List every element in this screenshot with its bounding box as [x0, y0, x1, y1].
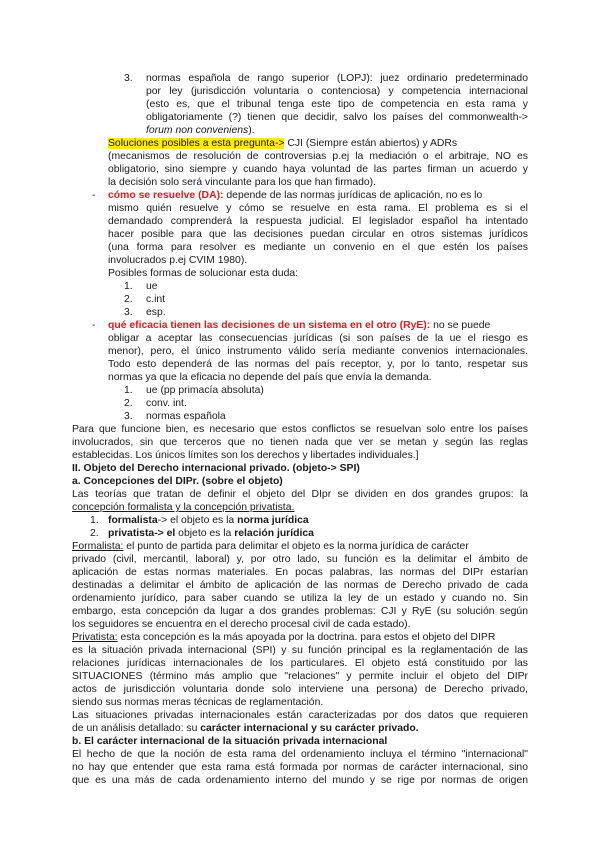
text-line: cómo se resuelve (DA): depende de las normas jurídicas de aplicación, no es lo	[108, 190, 483, 201]
term-label: Formalista:	[72, 541, 124, 552]
text-line: involucrados p.ej CVIM 1980).	[108, 255, 248, 266]
section-heading: II. Objeto del Derecho internacional privado. (objeto-> SPI)	[72, 463, 360, 474]
list-item: ue (pp primacía absoluta)	[146, 385, 264, 396]
list-number: 3.	[124, 307, 133, 318]
text-line: Las teorías que tratan de definir el objeto del DIpr se dividen en dos grandes grupos: la	[72, 489, 528, 500]
text-line: normas ya que la eficacia no depende del país que envía la demanda.	[108, 372, 432, 383]
text-line: por ley (jurisdicción voluntaria o contenciosa) y competencia internacional	[146, 86, 528, 97]
text-line: relaciones jurídicas internacionales de los particulares. El objeto está constituido por las	[72, 658, 528, 669]
subsection-heading: a. Concepciones del DIPr. (sobre el objeto)	[72, 476, 283, 487]
text-line: es la situación privada internacional (SPI) y su función principal es la reglamentación de las	[72, 645, 528, 656]
text-line: mismo quién resuelve y cómo se resuelve en esta rama. El problema es si el	[108, 203, 528, 214]
text-line: obligatoriamente (?) tienen que decidir, salvo los países del commonwealth->	[146, 112, 528, 123]
term-label: Privatista:	[72, 632, 118, 643]
text-line: actos de jurisdicción voluntaria donde solo interviene una persona) de Derecho privado,	[72, 684, 528, 695]
text-line: (una forma para resolver es mediante un convenio en el que estén los países	[108, 242, 528, 253]
latin-term: forum non conveniens	[146, 125, 249, 136]
highlighted-text: Soluciones posibles a esta pregunta->	[108, 138, 285, 149]
text-line: Todo esto dependerá de las normas del país receptor, y, por lo tanto, respetar sus	[108, 359, 528, 370]
text-line: (mecanismos de resolución de controversias p.ej la mediación o el arbitraje, NO es	[108, 151, 528, 162]
text-line: destinadas a delimitar el ámbito de aplicación de las normas de Derecho privado de cada	[72, 580, 528, 591]
text-line: obligatorio, sino siempre y cuando haya voluntad de las partes firman un acuerdo y	[108, 164, 528, 175]
list-item: formalista-> el objeto es la norma jurídica	[108, 515, 309, 526]
text-line: normas española de rango superior (LOPJ): juez ordinario predeterminado	[146, 73, 528, 84]
list-number: 2.	[124, 398, 133, 409]
text-line: los seguidores se encuentra en el derecho procesal civil de cada estado).	[72, 619, 411, 630]
text-line: Privatista: esta concepción es la más apoyada por la doctrina. para estos el objeto del DIPR	[72, 632, 496, 643]
text-line: la decisión solo será vinculante para los que han firmado).	[108, 177, 377, 188]
text-line: Las situaciones privadas internacionales están caracterizadas por dos datos que requieren	[72, 710, 528, 721]
list-number: 1.	[124, 281, 133, 292]
text-line: hacer posible para que las decisiones puedan circular en otros sistemas jurídicos	[108, 229, 528, 240]
subsection-heading: b. El carácter internacional de la situación privada internacional	[72, 736, 388, 747]
text-line: involucrados, sin que terceros que no tienen nada que ver se metan y según las reglas	[72, 437, 528, 448]
red-heading: cómo se resuelve (DA):	[108, 190, 224, 201]
dash-bullet: -	[92, 190, 96, 201]
list-item: ue	[146, 281, 158, 292]
text-line: siendo sus normas meras técnicas de reglamentación.	[72, 697, 324, 708]
text-line: Posibles formas de solucionar esta duda:	[108, 268, 299, 279]
list-number: 1.	[124, 385, 133, 396]
text-line: qué eficacia tienen las decisiones de un sistema en el otro (RyE): no se puede	[108, 320, 491, 331]
text-line: Para que funcione bien, es necesario que estos conflictos se resuelvan solo entre los países	[72, 424, 528, 435]
list-number: 2.	[124, 294, 133, 305]
list-number: 3.	[124, 411, 133, 422]
text-line: establecidas. Los únicos límites son los derechos y libertades individuales.]	[72, 450, 419, 461]
text-line: obligar a aceptar las consecuencias jurídicas (si son países de la ue el riesgo es	[108, 333, 528, 344]
text-line: aplicación de estas normas materiales. En pocas palabras, las normas del DIPr estarían	[72, 567, 528, 578]
text-line: ordenamiento jurídico, para saber cuando se utiliza la ley de un estado y cuando no. Sin	[72, 593, 528, 604]
text-line: que es una más de cada ordenamiento interno del mundo y se rige por normas de origen	[72, 775, 528, 786]
text-line: SITUACIONES (término más amplio que "relaciones" y permite incluir el objeto del DIPr	[72, 671, 528, 682]
list-item: privatista-> el objeto es la relación jurídica	[108, 528, 314, 539]
text-line: El hecho de que la noción de esta rama del ordenamiento incluya el término "internacional"	[72, 749, 528, 760]
list-number: 3.	[124, 73, 133, 84]
text-line: Soluciones posibles a esta pregunta-> CJI (Siempre están abiertos) y ADRs	[108, 138, 458, 149]
list-item: normas española	[146, 411, 226, 422]
dash-bullet: -	[92, 320, 96, 331]
text-line: menor), pero, el único instrumento válido sería mediante convenios internacionales.	[108, 346, 528, 357]
text-line: embargo, esta concepción da lugar a dos grandes problemas: CJI y RyE (su solución según	[72, 606, 528, 617]
text-line: demandado comprenderá la respuesta judicial. El legislador español ha intentado	[108, 216, 528, 227]
text-line: no hay que entender que esta rama está formada por normas de carácter internacional, sino	[72, 762, 528, 773]
list-item: conv. int.	[146, 398, 187, 409]
list-number: 2.	[90, 528, 99, 539]
list-item: c.int	[146, 294, 166, 305]
text-line: de un análisis detallado: su carácter internacional y su carácter privado.	[72, 723, 419, 734]
text-line: forum non conveniens).	[146, 125, 255, 136]
list-item: esp.	[146, 307, 166, 318]
text-line: privado (civil, mercantil, laboral) y, por otro lado, su función es la delimitar el ámbito de	[72, 554, 528, 565]
text-line: concepción formalista y la concepción privatista.	[72, 502, 295, 513]
text-line: (esto es, que el tribunal tenga este tipo de competencia en esta rama y	[146, 99, 528, 110]
red-heading: qué eficacia tienen las decisiones de un sistema en el otro (RyE):	[108, 320, 431, 331]
list-number: 1.	[90, 515, 99, 526]
text-line: Formalista: el punto de partida para delimitar el objeto es la norma jurídica de carácter	[72, 541, 469, 552]
